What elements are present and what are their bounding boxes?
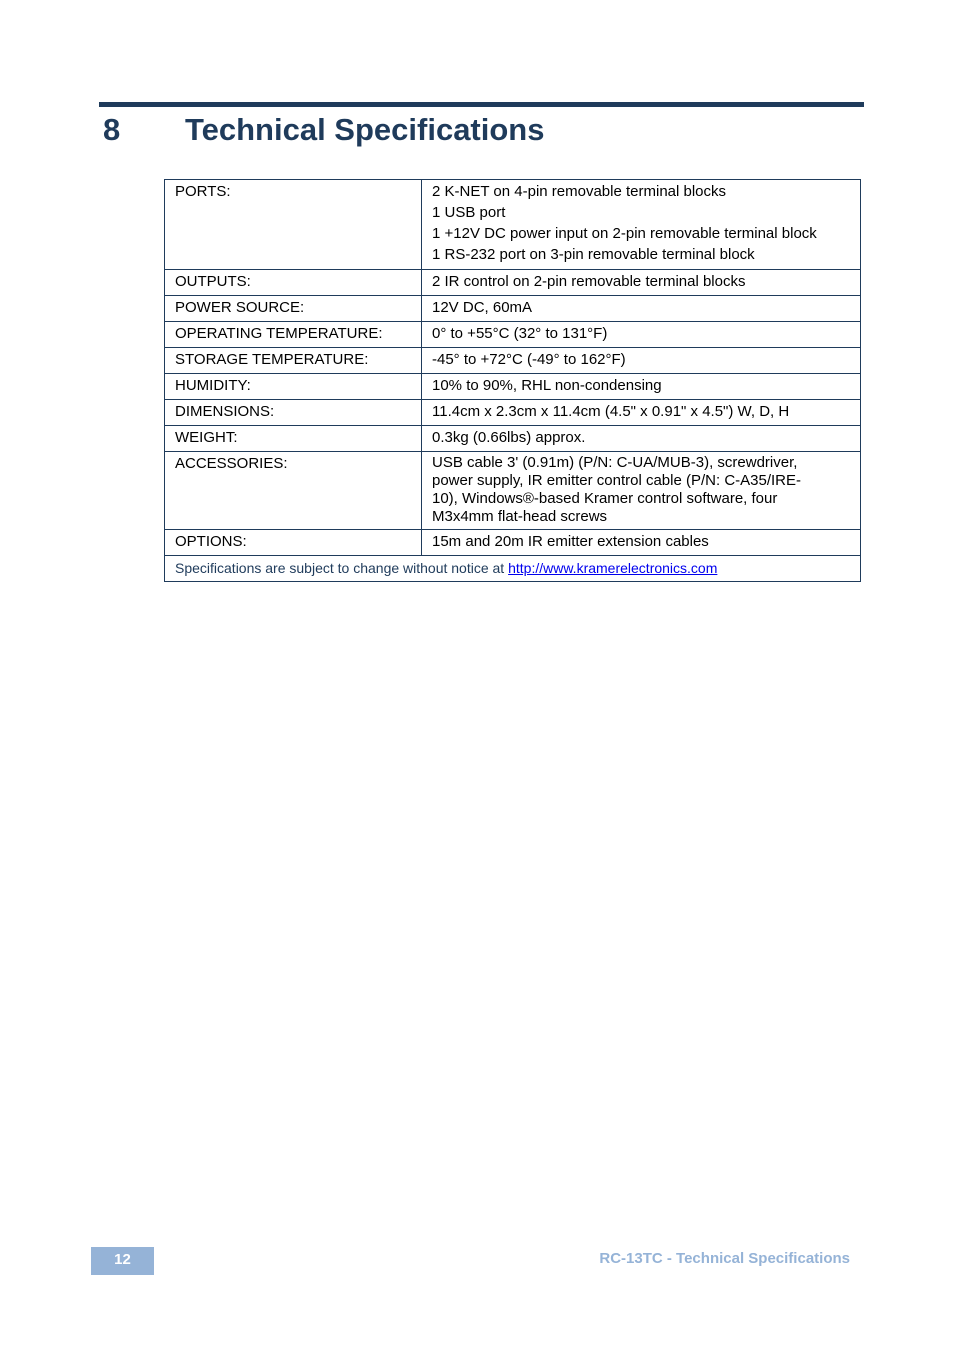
spec-value: 0° to +55°C (32° to 131°F) [422, 322, 861, 348]
spec-label: OPERATING TEMPERATURE: [165, 322, 422, 348]
table-row [165, 180, 861, 270]
spec-label: PORTS: [165, 180, 422, 270]
section-number: 8 [103, 112, 121, 147]
table-row [165, 426, 861, 452]
spec-label: POWER SOURCE: [165, 296, 422, 322]
note-text: Specifications are subject to change without notice at [175, 560, 509, 576]
spec-label: OUTPUTS: [165, 270, 422, 296]
page-title [103, 108, 544, 152]
spec-value: 10% to 90%, RHL non-condensing [422, 374, 861, 400]
spec-label: HUMIDITY: [165, 374, 422, 400]
table-row [165, 296, 861, 322]
table-row [165, 452, 861, 530]
spec-value: 12V DC, 60mA [422, 296, 861, 322]
accessories-line: M3x4mm flat-head screws [432, 508, 608, 525]
spec-value: 2 IR control on 2-pin removable terminal blocks [422, 270, 861, 296]
ports-line: 1 RS-232 port on 3-pin removable terminal block [432, 246, 755, 263]
website-link[interactable]: http://www.kramerelectronics.com [508, 560, 718, 576]
spec-label: ACCESSORIES: [165, 452, 422, 530]
table-row [165, 530, 861, 556]
accessories-line: 10), Windows®-based Kramer control software, four [432, 490, 778, 507]
table-row [165, 556, 861, 582]
section-title: Technical Specifications [185, 112, 545, 147]
ports-line: 1 USB port [432, 204, 506, 221]
ports-line: 1 +12V DC power input on 2-pin removable terminal block [432, 225, 817, 242]
table-row [165, 400, 861, 426]
spec-label: DIMENSIONS: [165, 400, 422, 426]
ports-line: 2 K-NET on 4-pin removable terminal blocks [432, 183, 727, 200]
specifications-table [164, 179, 861, 582]
spec-value [422, 452, 861, 530]
table-row [165, 322, 861, 348]
spec-label: WEIGHT: [165, 426, 422, 452]
spec-value [422, 180, 861, 270]
spec-value: 0.3kg (0.66lbs) approx. [422, 426, 861, 452]
accessories-line: USB cable 3' (0.91m) (P/N: C-UA/MUB-3), screwdriver, [432, 454, 798, 471]
spec-value: 15m and 20m IR emitter extension cables [422, 530, 861, 556]
page-number: 12 [91, 1247, 154, 1275]
spec-label: STORAGE TEMPERATURE: [165, 348, 422, 374]
footer-title: RC-13TC - Technical Specifications [599, 1250, 850, 1267]
specs-note [165, 556, 861, 582]
table-row [165, 348, 861, 374]
heading-rule [99, 102, 864, 107]
spec-value: -45° to +72°C (-49° to 162°F) [422, 348, 861, 374]
spec-value: 11.4cm x 2.3cm x 11.4cm (4.5" x 0.91" x 4.5") W, D, H [422, 400, 861, 426]
table-row [165, 374, 861, 400]
spec-label: OPTIONS: [165, 530, 422, 556]
accessories-line: power supply, IR emitter control cable (P/N: C-A35/IRE- [432, 472, 802, 489]
table-row [165, 270, 861, 296]
